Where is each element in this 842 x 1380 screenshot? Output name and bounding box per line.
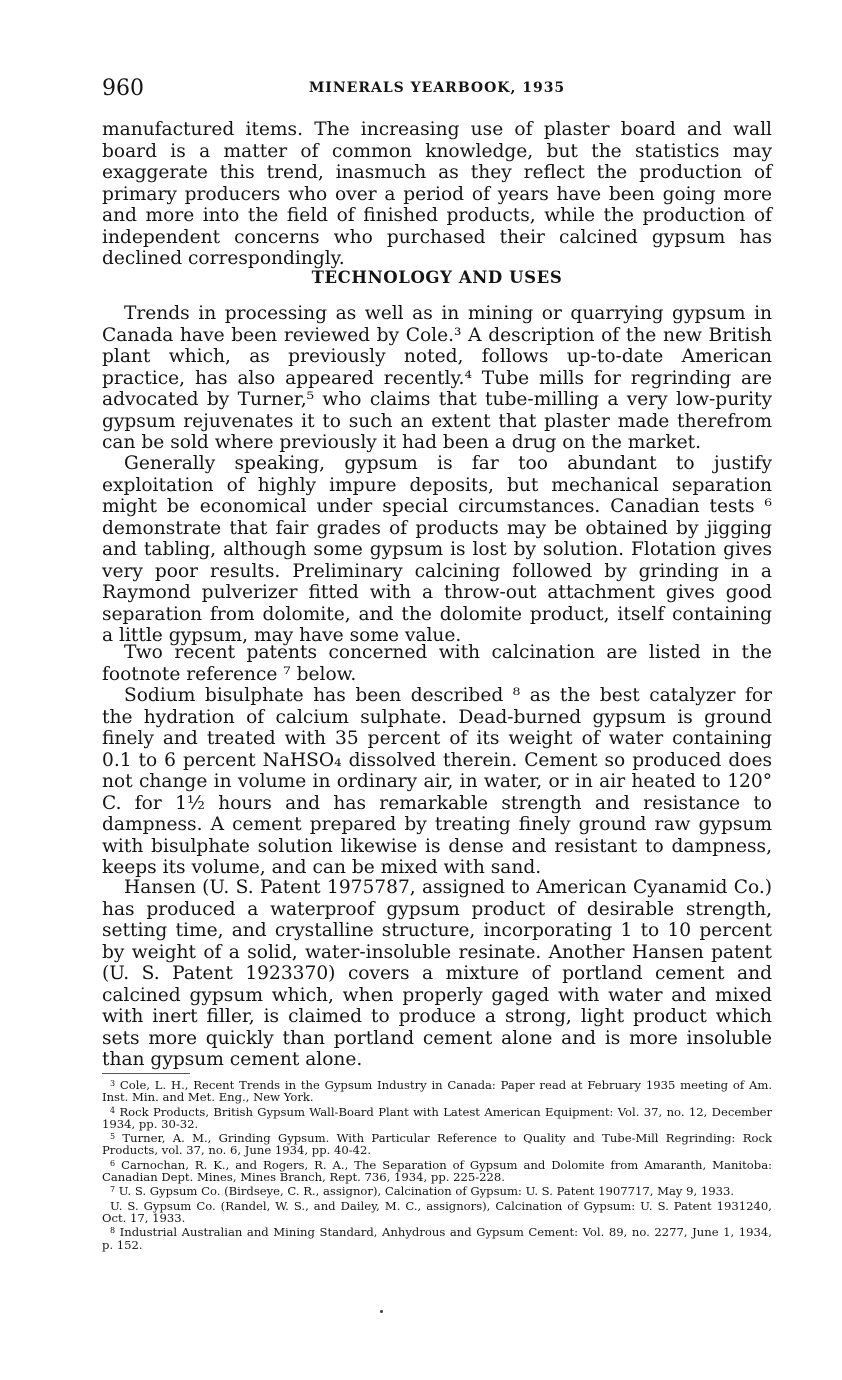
paragraph-continued: manufactured items. The increasing use of plaster board and wall board is a matter of common knowledge, but the statistics may exaggerate this trend, inasmuch as they reflect the production of primary producers who over a period of years have been going more and more into the field of finished products, while the production of independent concerns who purchased their calcined gypsum has declined correspondingly. <box>102 119 772 269</box>
footnote-text: U. S. Gypsum Co. (Birdseye, C. R., assignor), Calcination of Gypsum: U. S. Patent 1907717, May 9, 1933. <box>118 1184 735 1199</box>
footnote <box>102 1199 772 1225</box>
paragraph-5: Hansen (U. S. Patent 1975787, assigned to American Cyanamid Co.) has produced a waterproof gypsum product of desirable strength, setting time, and crystalline structure, incorporating 1 to 10 percent by weight of a solid, water-insoluble resinate. Another Hansen patent (U. S. Patent 1923370) covers a mixture of portland cement and calcined gypsum which, when properly gaged with water and mixed with inert filler, is claimed to produce a strong, light product which sets more quickly than portland cement alone and is more insoluble than gypsum cement alone. <box>102 877 772 1070</box>
paragraph-1: Trends in processing as well as in mining or quarrying gypsum in Canada have been reviewed by Cole.³ A description of the new British plant which, as previously noted, follows up-to-date American practice, has also appeared recently.⁴ Tube mills for regrinding are advocated by Turner,⁵ who claims that tube-milling a very low-purity gypsum rejuvenates it to such an extent that plaster made therefrom can be sold where previously it had been a drug on the market. <box>102 303 772 453</box>
footnote <box>102 1131 772 1157</box>
footnote <box>102 1184 772 1197</box>
footnote-text: Rock Products, British Gypsum Wall-Board Plant with Latest American Equipment: Vol. 37, no. 12, December 1934, pp. 30-32. <box>102 1104 772 1131</box>
footnote-text: Cole, L. H., Recent Trends in the Gypsum Industry in Canada: Paper read at February 1935 meeting of Am. Inst. Min. and Met. Eng., New York. <box>102 1078 772 1105</box>
footnote-text: Industrial Australian and Mining Standard, Anhydrous and Gypsum Cement: Vol. 89, no. 2277, June 1, 1934, p. 152. <box>102 1225 772 1252</box>
footnote <box>102 1158 772 1184</box>
footnote <box>102 1225 772 1251</box>
page-header <box>102 76 772 102</box>
section-heading: TECHNOLOGY AND USES <box>311 268 563 287</box>
footnote-text: Turner, A. M., Grinding Gypsum. With Particular Reference to Quality and Tube-Mill Regrinding: Rock Products, vol. 37, no. 6, June 1934, pp. 40-42. <box>102 1131 772 1158</box>
footnote-rule <box>102 1073 190 1074</box>
page-number: 960 <box>102 76 144 101</box>
footnote-mark: 4 <box>110 1105 116 1115</box>
footnote <box>102 1105 772 1131</box>
footnote-mark: 8 <box>110 1226 116 1236</box>
footnotes <box>102 1078 772 1251</box>
paragraph-2: Generally speaking, gypsum is far too abundant to justify exploitation of highly impure deposits, but mechanical separation might be economical under special circumstances. Canadian tests ⁶ demonstrate that fair grades of products may be obtained by jigging and tabling, although some gypsum is lost by solution. Flotation gives very poor results. Preliminary calcining followed by grinding in a Raymond pulverizer fitted with a throw-out attachment gives good separation from dolomite, and the dolomite product, itself containing a little gypsum, may have some value. <box>102 453 772 646</box>
footnote-mark: 3 <box>110 1079 116 1088</box>
print-speck <box>380 1310 383 1313</box>
paragraph-3: Two recent patents concerned with calcination are listed in the footnote reference ⁷ below. <box>102 642 772 685</box>
footnote-mark: 6 <box>110 1158 116 1168</box>
footnote <box>102 1078 772 1104</box>
footnote-text: Carnochan, R. K., and Rogers, R. A., The Separation of Gypsum and Dolomite from Amaranth, Manitoba: Canadian Dept. Mines, Mines Branch, Rept. 736, 1934, pp. 225-228. <box>102 1157 773 1185</box>
footnote-text: U. S. Gypsum Co. (Randel, W. S., and Dailey, M. C., assignors), Calcination of Gypsum: U. S. Patent 1931240, Oct. 17, 1933. <box>102 1198 772 1225</box>
running-title: MINERALS YEARBOOK, 1935 <box>308 80 566 96</box>
footnote-mark: 5 <box>110 1132 116 1142</box>
paragraph-4: Sodium bisulphate has been described ⁸ as the best catalyzer for the hydration of calcium sulphate. Dead-burned gypsum is ground finely and treated with 35 percent of its weight of water containing 0.1 to 6 percent NaHSO₄ dissolved therein. Cement so produced does not change in volume in ordinary air, in water, or in air heated to 120° C. for 1½ hours and has remarkable strength and resistance to dampness. A cement prepared by treating finely ground raw gypsum with bisulphate solution likewise is dense and resistant to dampness, keeps its volume, and can be mixed with sand. <box>102 685 772 878</box>
footnote-mark: 7 <box>110 1185 116 1195</box>
